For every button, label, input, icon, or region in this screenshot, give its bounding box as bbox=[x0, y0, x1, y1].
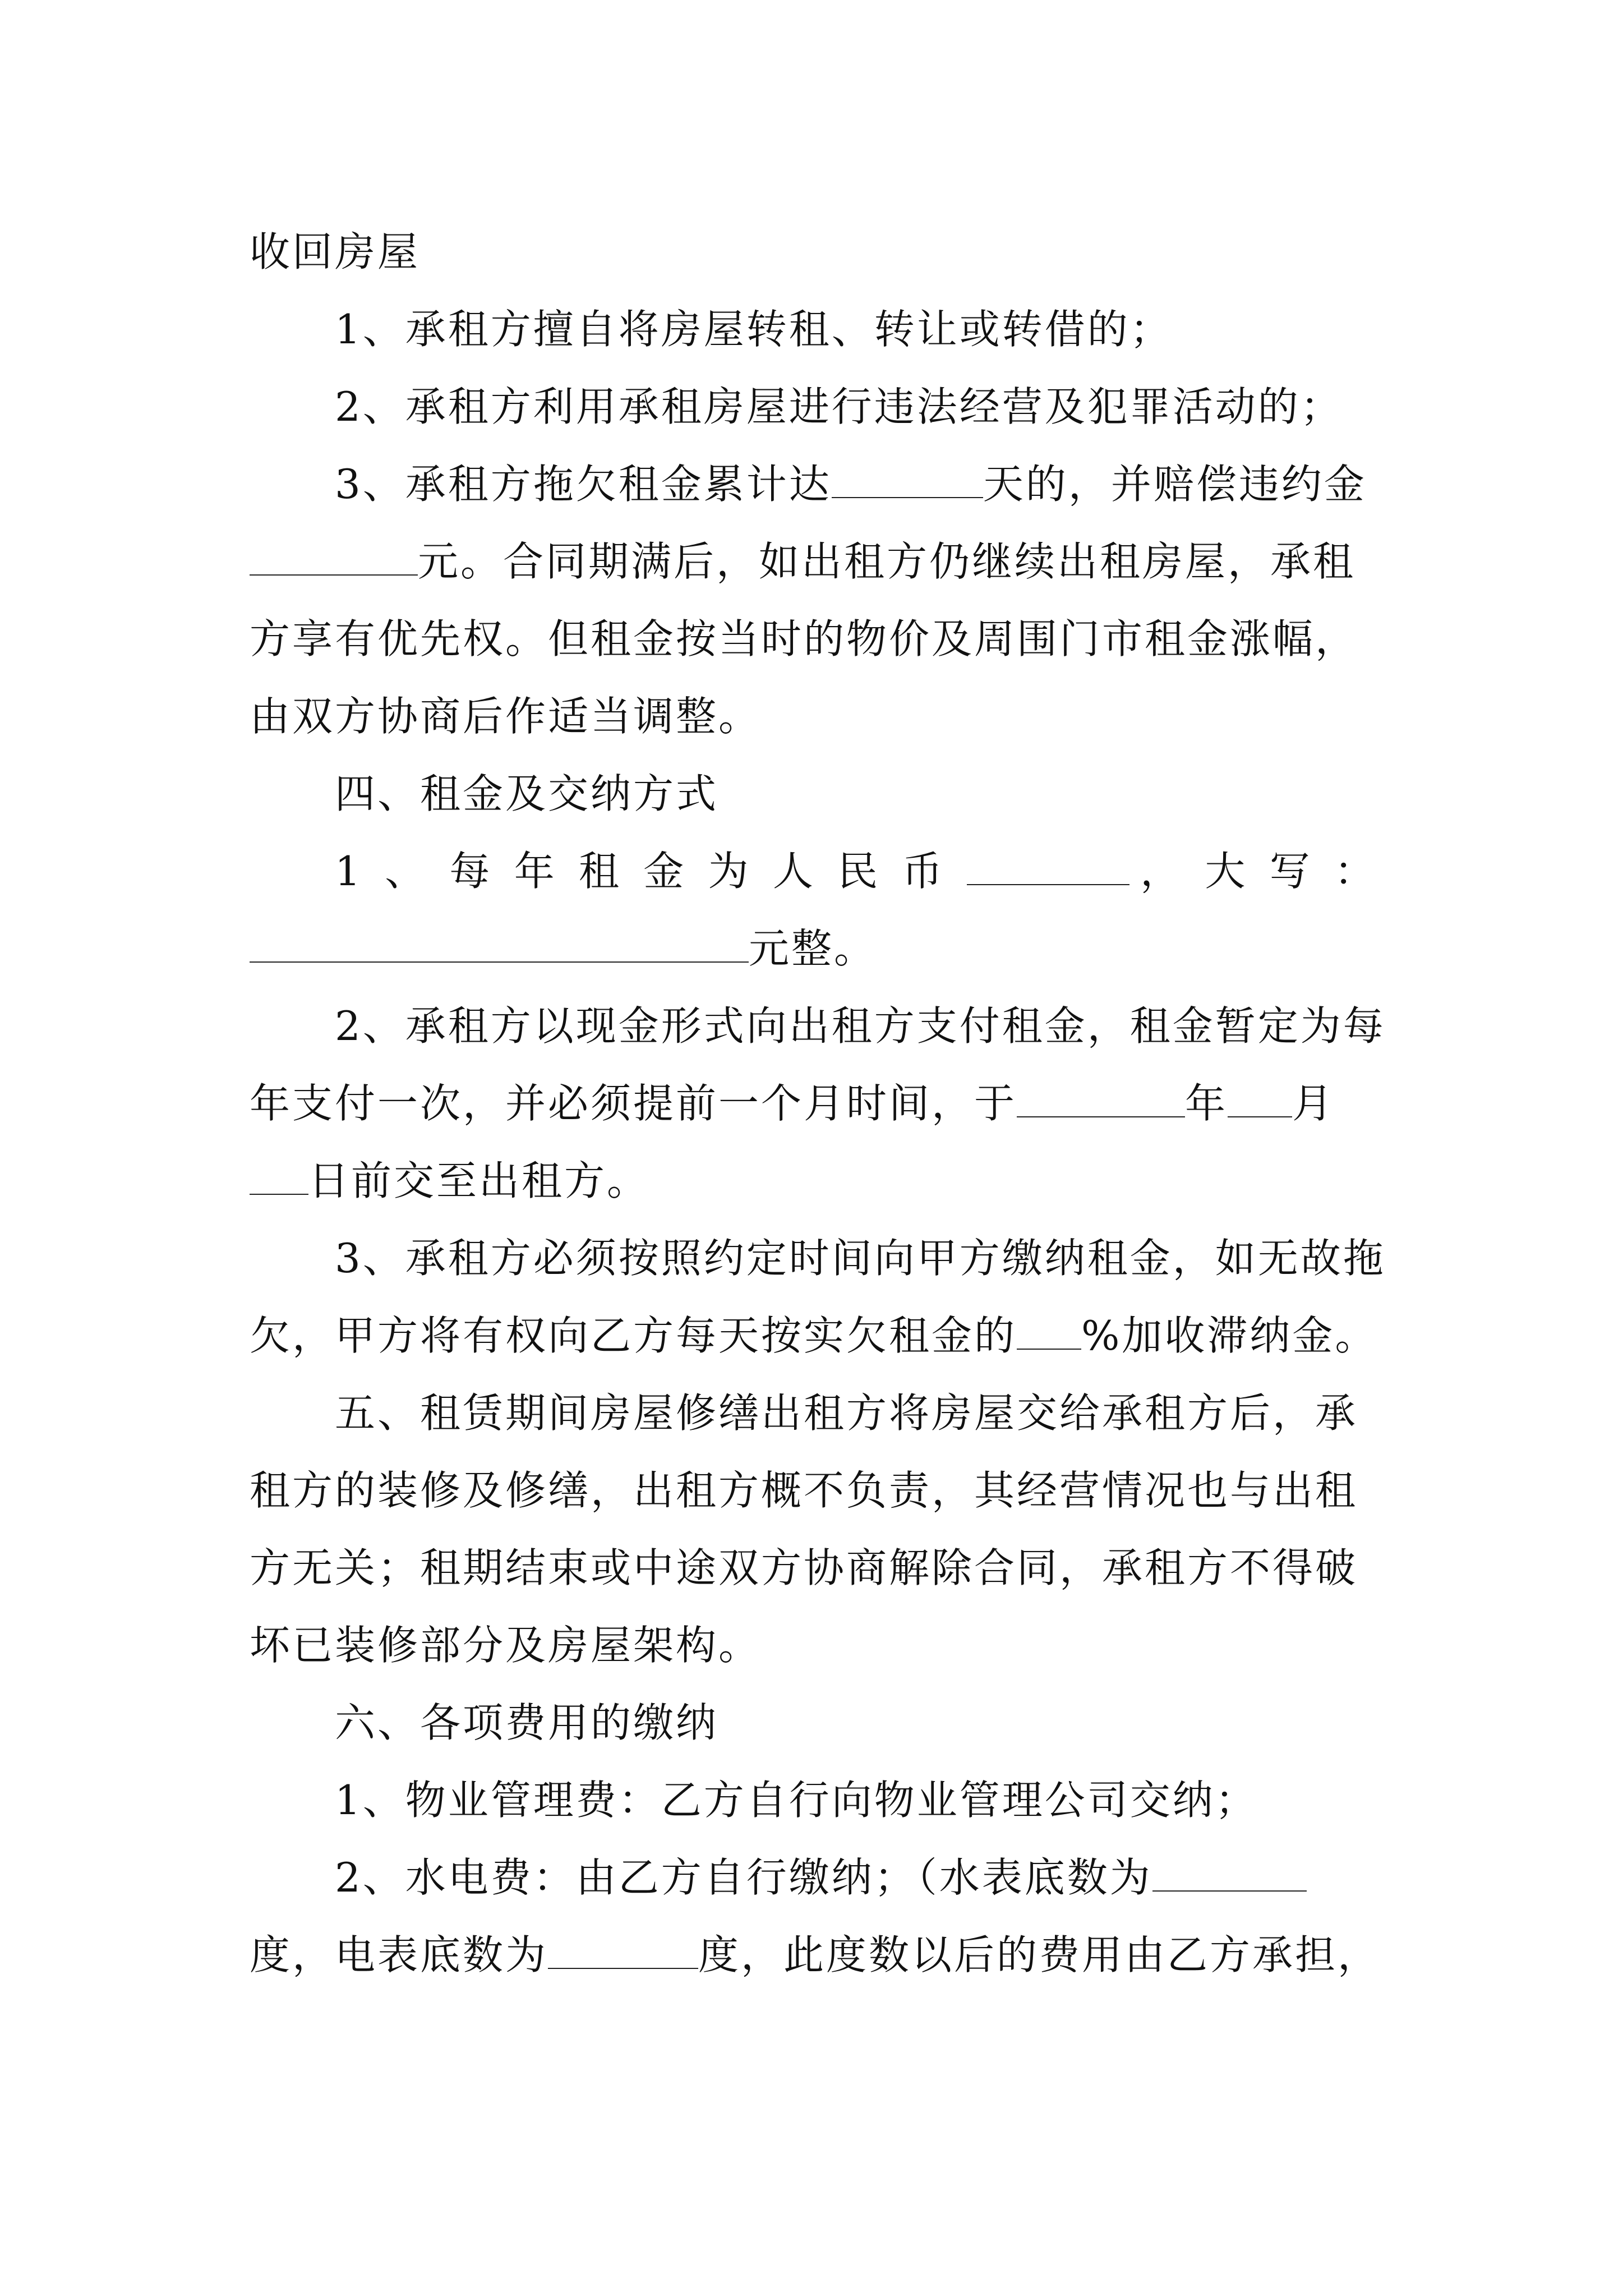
document-body bbox=[250, 213, 1388, 1994]
section-heading-rent: 四、租金及交纳方式 bbox=[335, 770, 719, 817]
paragraph-property-fee: 1、物业管理费：乙方自行向物业管理公司交纳； bbox=[335, 1777, 1258, 1824]
paragraph-recover-house: 收回房屋 bbox=[250, 228, 421, 275]
blank-penalty bbox=[250, 574, 418, 576]
blank-water-reading bbox=[1152, 1890, 1307, 1892]
paragraph-utilities: 2、水电费：由乙方自行缴纳；（水表底数为度，电表底数为 度，此度数以后的费用由乙方承担， bbox=[250, 1854, 1381, 1978]
section-heading-fees: 六、各项费用的缴纳 bbox=[335, 1699, 719, 1746]
paragraph-late-fee: 3、承租方必须按照约定时间向甲方缴纳租金，如无故拖欠，甲方将有权向乙方每天按实欠租金的 %加收滞纳金。 bbox=[250, 1235, 1386, 1359]
blank-pay-month bbox=[1228, 1116, 1292, 1117]
paragraph-repairs: 五、租赁期间房屋修缮出租方将房屋交给承租方后，承租方的装修及修缮，出租方概不负责，其经营情况也与出租方无关；租期结束或中途双方协商解除合同，承租方不得破坏已装修部分及房屋架构。 bbox=[250, 1389, 1358, 1669]
blank-late-fee-percent bbox=[1017, 1348, 1081, 1350]
blank-rent-amount bbox=[967, 884, 1129, 885]
paragraph-rent-words: 元整。 bbox=[250, 910, 1388, 987]
paragraph-payment-method: 2、承租方以现金形式向出租方支付租金，租金暂定为每年支付一次，并必须提前一个月时间，于 年 月日前交至出租方。 bbox=[250, 1002, 1386, 1204]
paragraph-clause-2: 2、承租方利用承租房屋进行违法经营及犯罪活动的； bbox=[335, 383, 1343, 430]
blank-electric-reading bbox=[548, 1967, 698, 1969]
paragraph-clause-1: 1、承租方擅自将房屋转租、转让或转借的； bbox=[335, 306, 1173, 353]
paragraph-rent-amount: 1、每年租金为人民币 ，大写： bbox=[335, 848, 1388, 895]
blank-days bbox=[832, 496, 983, 498]
blank-pay-year bbox=[1017, 1116, 1185, 1117]
paragraph-clause-3: 3、承租方拖欠租金累计达 天的，并赔偿违约金元。合同期满后，如出租方仍继续出租房屋，承租方享有优先权。但租金按当时的物价及周围门市租金涨幅，由双方协商后作适当调整。 bbox=[250, 461, 1367, 740]
blank-pay-day bbox=[250, 1193, 308, 1195]
blank-rent-words bbox=[250, 961, 749, 963]
